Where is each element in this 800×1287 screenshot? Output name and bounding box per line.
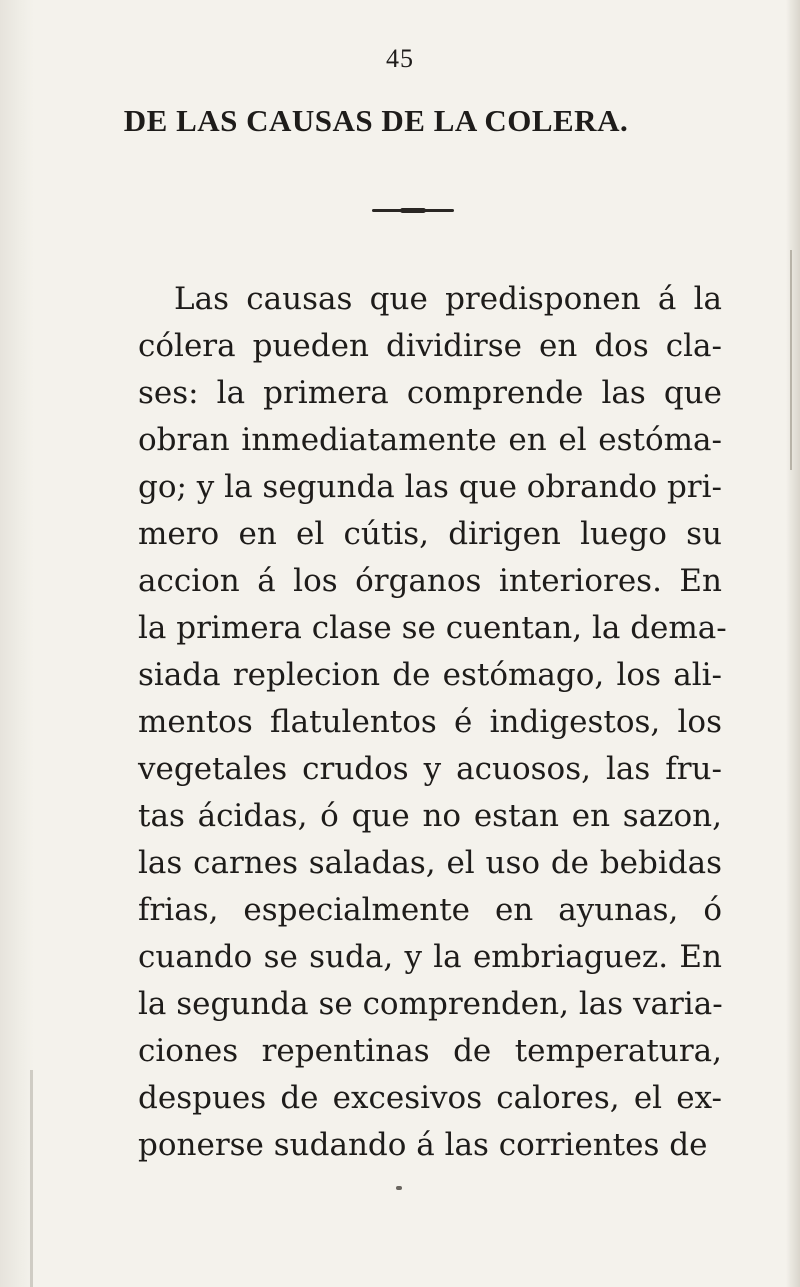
text-line: ses: la primera comprende las que — [138, 375, 722, 411]
text-line: las carnes saladas, el uso de bebidas — [138, 845, 722, 881]
text-line: ponerse sudando á las corrientes de — [138, 1127, 708, 1163]
text-line: mentos flatulentos é indigestos, los — [138, 704, 722, 740]
ornamental-rule — [372, 209, 454, 212]
text-line: tas ácidas, ó que no estan en sazon, — [138, 798, 722, 834]
text-line: frias, especialmente en ayunas, ó — [138, 892, 722, 928]
text-line: obran inmediatamente en el estóma- — [138, 422, 722, 458]
text-line: Las causas que predisponen á la — [174, 281, 722, 317]
page-gutter-shadow — [0, 0, 34, 1287]
text-line: vegetales crudos y acuosos, las fru- — [138, 751, 722, 787]
chapter-title: DE LAS CAUSAS DE LA COLERA. — [123, 103, 629, 138]
text-line: la primera clase se cuentan, la dema- — [138, 610, 727, 646]
ink-speck — [396, 1186, 402, 1190]
text-line: go; y la segunda las que obrando pri- — [138, 469, 722, 505]
text-line: accion á los órganos interiores. En — [138, 563, 722, 599]
text-line: la segunda se comprenden, las varia- — [138, 986, 723, 1022]
page-number: 45 — [386, 44, 414, 73]
text-line: cuando se suda, y la embriaguez. En — [138, 939, 722, 975]
text-line: ciones repentinas de temperatura, — [138, 1033, 722, 1069]
text-line: despues de excesivos calores, el ex- — [138, 1080, 722, 1116]
text-line: cólera pueden dividirse en dos cla- — [138, 328, 722, 364]
text-line: mero en el cútis, dirigen luego su — [138, 516, 722, 552]
body-paragraph — [138, 276, 727, 1169]
text-line: siada replecion de estómago, los ali- — [138, 657, 722, 693]
page-edge-shadow — [786, 0, 800, 1287]
